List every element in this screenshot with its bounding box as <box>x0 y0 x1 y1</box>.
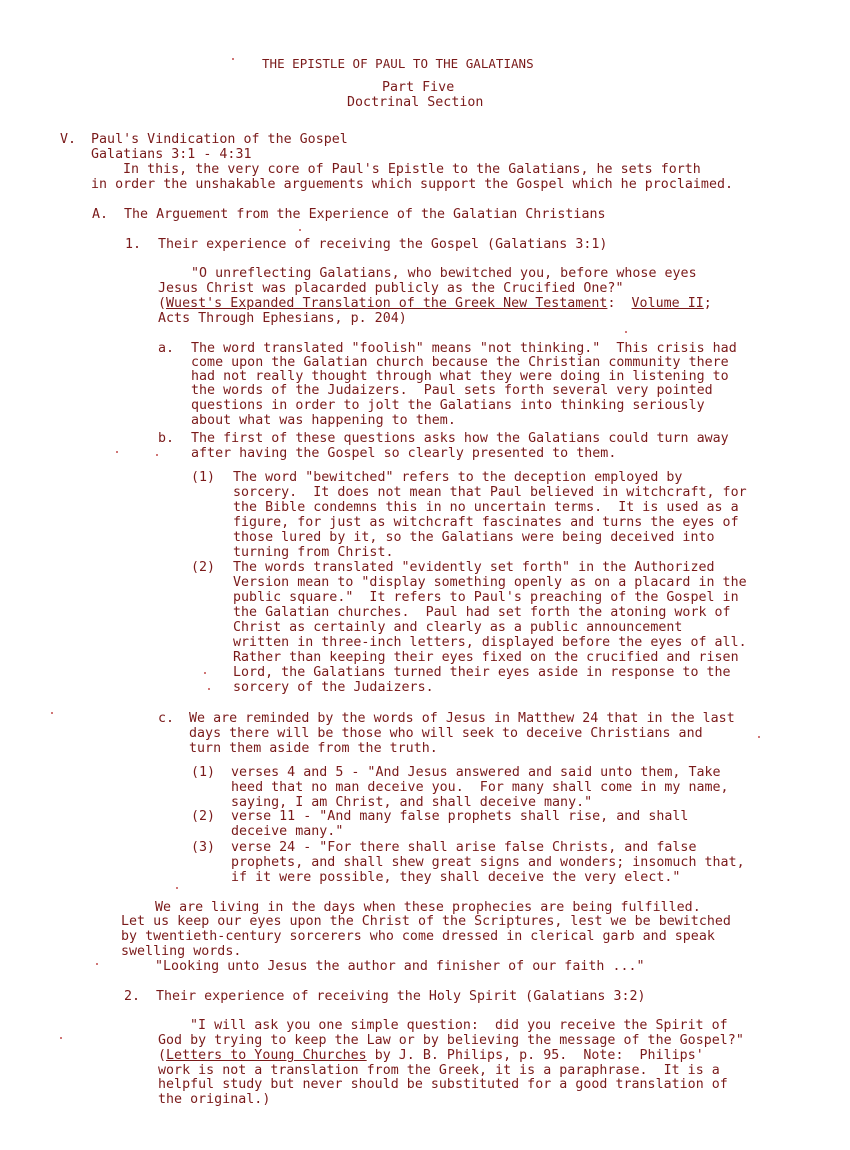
quote-line: Jesus Christ was placarded publicly as the Crucified One?" <box>158 281 624 296</box>
paragraph-line: questions in order to jolt the Galatians into thinking seriously <box>191 398 705 413</box>
note-line: helpful study but never should be substituted for a good translation of <box>158 1077 728 1092</box>
paragraph-line: We are reminded by the words of Jesus in Matthew 24 that in the last <box>189 711 735 726</box>
item-marker: (3) <box>191 840 216 855</box>
paragraph-line: the Galatian churches. Paul had set forth the atoning work of <box>233 605 731 620</box>
scan-speck <box>116 451 118 453</box>
paragraph-line: turning from Christ. <box>233 545 394 560</box>
scan-speck <box>204 672 206 674</box>
scan-speck <box>156 454 158 456</box>
paragraph-line: the Bible condemns this in no uncertain terms. It is used as a <box>233 500 739 515</box>
part-label: Part Five <box>382 80 455 95</box>
item-marker: (1) <box>191 765 216 780</box>
paragraph-line: about what was happening to them. <box>191 413 456 428</box>
paragraph-line: The words translated "evidently set forth" in the Authorized <box>233 560 715 575</box>
scan-speck <box>758 736 760 738</box>
scan-speck <box>232 58 234 60</box>
paragraph-line: The word translated "foolish" means "not thinking." This crisis had <box>191 341 737 356</box>
paragraph-line: saying, I am Christ, and shall deceive many." <box>231 795 593 810</box>
point-2-marker: 2. <box>124 989 141 1004</box>
paragraph-line: the words of the Judaizers. Paul sets forth several very pointed <box>191 383 713 398</box>
quote-line: "O unreflecting Galatians, who bewitched you, before whose eyes <box>191 266 697 281</box>
citation-semicolon: ; <box>703 296 712 311</box>
citation-open: ( <box>158 1048 167 1063</box>
citation-rest: by J. B. Philips, p. 95. Note: Philips' <box>366 1048 704 1063</box>
note-line: work is not a translation from the Greek, it is a paraphrase. It is a <box>158 1063 720 1078</box>
paragraph-line: prophets, and shall shew great signs and wonders; insomuch that, <box>231 855 745 870</box>
paragraph-line: come upon the Galatian church because the Christian community there <box>191 355 729 370</box>
citation-line: Acts Through Ephesians, p. 204) <box>158 311 407 326</box>
paragraph-line: turn them aside from the truth. <box>189 741 438 756</box>
note-line: the original.) <box>158 1092 271 1107</box>
paragraph-line: after having the Gospel so clearly presented to them. <box>191 446 617 461</box>
section-heading: Paul's Vindication of the Gospel <box>91 132 348 147</box>
paragraph-line: written in three-inch letters, displayed before the eyes of all. <box>233 635 747 650</box>
item-marker: (2) <box>191 809 216 824</box>
paragraph-line: figure, for just as witchcraft fascinates and turns the eyes of <box>233 515 739 530</box>
point-a-marker: A. <box>92 207 109 222</box>
paragraph-line: by twentieth-century sorcerers who come dressed in clerical garb and speak <box>121 929 715 944</box>
paragraph-line: days there will be those who will seek to deceive Christians and <box>189 726 703 741</box>
paragraph-line: verses 4 and 5 - "And Jesus answered and said unto them, Take <box>231 765 721 780</box>
paragraph-line: Rather than keeping their eyes fixed on the crucified and risen <box>233 650 739 665</box>
paragraph-line: The word "bewitched" refers to the deception employed by <box>233 470 683 485</box>
paragraph-line: had not really thought through what they were doing in listening to <box>191 369 729 384</box>
scan-speck <box>299 229 301 231</box>
paragraph-line: those lured by it, so the Galatians were being deceived into <box>233 530 715 545</box>
quote-line: God by trying to keep the Law or by believing the message of the Gospel?" <box>158 1033 744 1048</box>
paragraph-line: The first of these questions asks how the Galatians could turn away <box>191 431 729 446</box>
point-a-heading: The Arguement from the Experience of the Galatian Christians <box>124 207 606 222</box>
paragraph-line: Christ as certainly and clearly as a public announcement <box>233 620 683 635</box>
paragraph-line: swelling words. <box>121 944 242 959</box>
paragraph-line: verse 24 - "For there shall arise false Christs, and false <box>231 840 697 855</box>
scan-speck <box>60 1037 62 1039</box>
intro-line: in order the unshakable arguements which support the Gospel which he proclaimed. <box>91 177 734 192</box>
citation-colon: : <box>607 296 632 311</box>
scan-speck <box>208 688 210 690</box>
paragraph-line: verse 11 - "And many false prophets shall rise, and shall <box>231 809 689 824</box>
paragraph-line: sorcery. It does not mean that Paul believed in witchcraft, for <box>233 485 747 500</box>
sub-b-marker: b. <box>158 431 175 446</box>
section-numeral: V. <box>60 132 77 147</box>
section-reference: Galatians 3:1 - 4:31 <box>91 147 252 162</box>
point-1-heading: Their experience of receiving the Gospel (Galatians 3:1) <box>158 237 608 252</box>
paragraph-line: public square." It refers to Paul's preaching of the Gospel in <box>233 590 739 605</box>
scripture-quote: "Looking unto Jesus the author and finisher of our faith ..." <box>155 959 645 974</box>
citation-line <box>158 1048 704 1063</box>
quote-line: "I will ask you one simple question: did you receive the Spirit of <box>190 1018 728 1033</box>
paragraph-line: Let us keep our eyes upon the Christ of the Scriptures, lest we be bewitched <box>121 914 731 929</box>
scan-speck <box>625 331 627 333</box>
paragraph-line: Version mean to "display something openly as on a placard in the <box>233 575 747 590</box>
section-label: Doctrinal Section <box>347 95 484 110</box>
point-1-marker: 1. <box>125 237 142 252</box>
paragraph-line: deceive many." <box>231 824 344 839</box>
sub-c-marker: c. <box>158 711 175 726</box>
scan-speck <box>51 712 53 714</box>
paragraph-line: We are living in the days when these prophecies are being fulfilled. <box>155 900 701 915</box>
citation-volume: Volume II <box>631 296 704 311</box>
intro-line: In this, the very core of Paul's Epistle to the Galatians, he sets forth <box>123 162 701 177</box>
scan-speck <box>96 963 98 965</box>
sub-a-marker: a. <box>158 341 175 356</box>
document-title: THE EPISTLE OF PAUL TO THE GALATIANS <box>262 56 534 71</box>
paragraph-line: sorcery of the Judaizers. <box>233 680 434 695</box>
citation-title: Wuest's Expanded Translation of the Greek New Testament <box>166 296 608 311</box>
item-marker: (2) <box>191 560 216 575</box>
paragraph-line: if it were possible, they shall deceive the very elect." <box>231 870 681 885</box>
point-2-heading: Their experience of receiving the Holy Spirit (Galatians 3:2) <box>156 989 646 1004</box>
paragraph-line: heed that no man deceive you. For many shall come in my name, <box>231 780 729 795</box>
scan-speck <box>176 887 178 889</box>
citation-open: ( <box>158 296 167 311</box>
item-marker: (1) <box>191 470 216 485</box>
citation-title: Letters to Young Churches <box>166 1048 367 1063</box>
citation-line <box>158 296 712 311</box>
paragraph-line: Lord, the Galatians turned their eyes aside in response to the <box>233 665 731 680</box>
